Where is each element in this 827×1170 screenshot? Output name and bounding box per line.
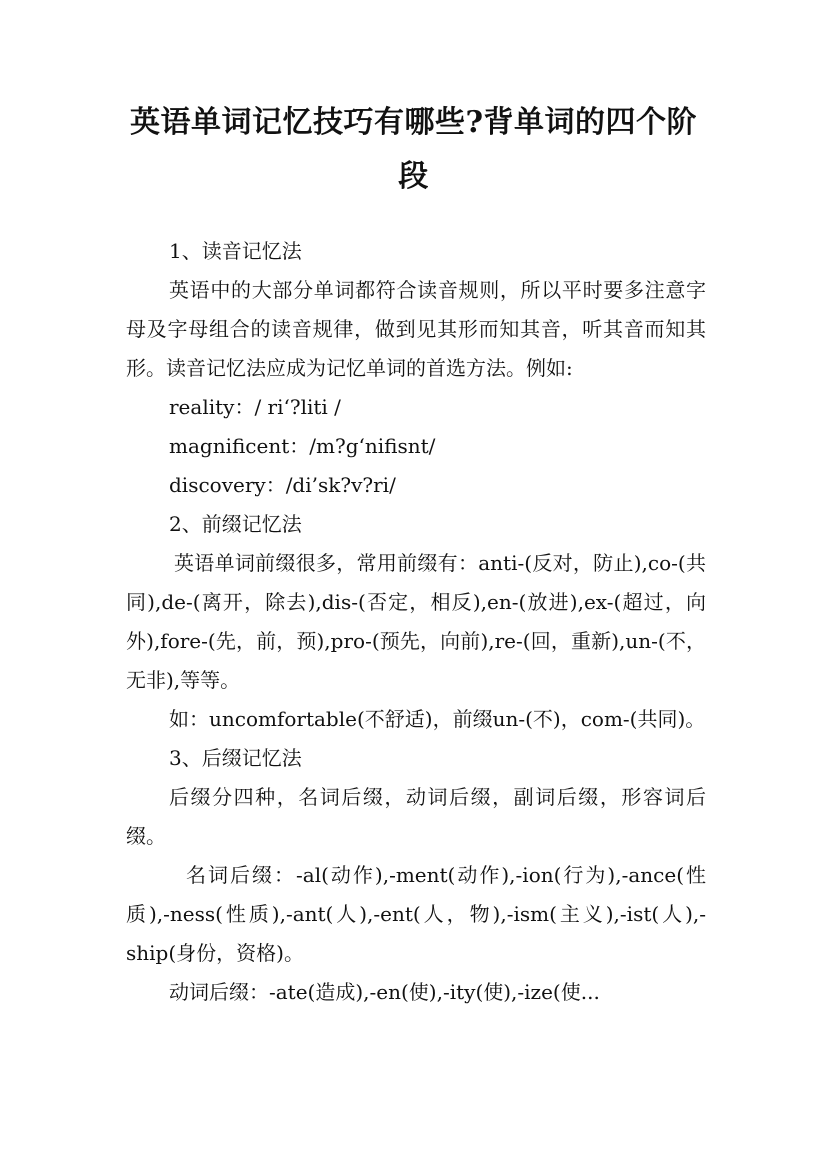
paragraph-noun-suffixes: 名词后缀：-al(动作),-ment(动作),-ion(行为),-ance(性质),-ness(性质),-ant(人),-ent(人，物),-ism(主义),-ist(人),-ship(身份，资格)。 xyxy=(126,863,706,965)
paragraph-suffix-types: 后缀分四种，名词后缀，动词后缀，副词后缀，形容词后缀。 xyxy=(126,785,706,848)
document-title: 英语单词记忆技巧有哪些?背单词的四个阶段 xyxy=(129,105,698,194)
document-body xyxy=(126,232,706,1012)
paragraph-prefix-list: 英语单词前缀很多，常用前缀有：anti-(反对，防止),co-(共同),de-(离开，除去),dis-(否定，相反),en-(放进),ex-(超过，向外),fore-(先，前，预),pro-(预先，向前),re-(回，重新),un-(不，无非),等等。 xyxy=(126,551,706,692)
section-heading-suffix: 3、后缀记忆法 xyxy=(169,746,302,770)
section-heading-prefix: 2、前缀记忆法 xyxy=(169,512,302,536)
example-magnificent: magnificent：/m?g‘nifisnt/ xyxy=(169,434,436,458)
paragraph-prefix-example: 如：uncomfortable(不舒适)，前缀un-(不)，com-(共同)。 xyxy=(169,707,706,731)
example-reality: reality：/ ri‘?liti / xyxy=(169,395,341,419)
paragraph-pronunciation-intro: 英语中的大部分单词都符合读音规则，所以平时要多注意字母及字母组合的读音规律，做到见其形而知其音，听其音而知其形。读音记忆法应成为记忆单词的首选方法。例如: xyxy=(126,278,706,380)
paragraph-verb-suffixes: 动词后缀：-ate(造成),-en(使),-ity(使),-ize(使... xyxy=(169,980,600,1004)
example-discovery: discovery：/di’sk?v?ri/ xyxy=(169,473,396,497)
section-heading-pronunciation: 1、读音记忆法 xyxy=(169,239,302,263)
